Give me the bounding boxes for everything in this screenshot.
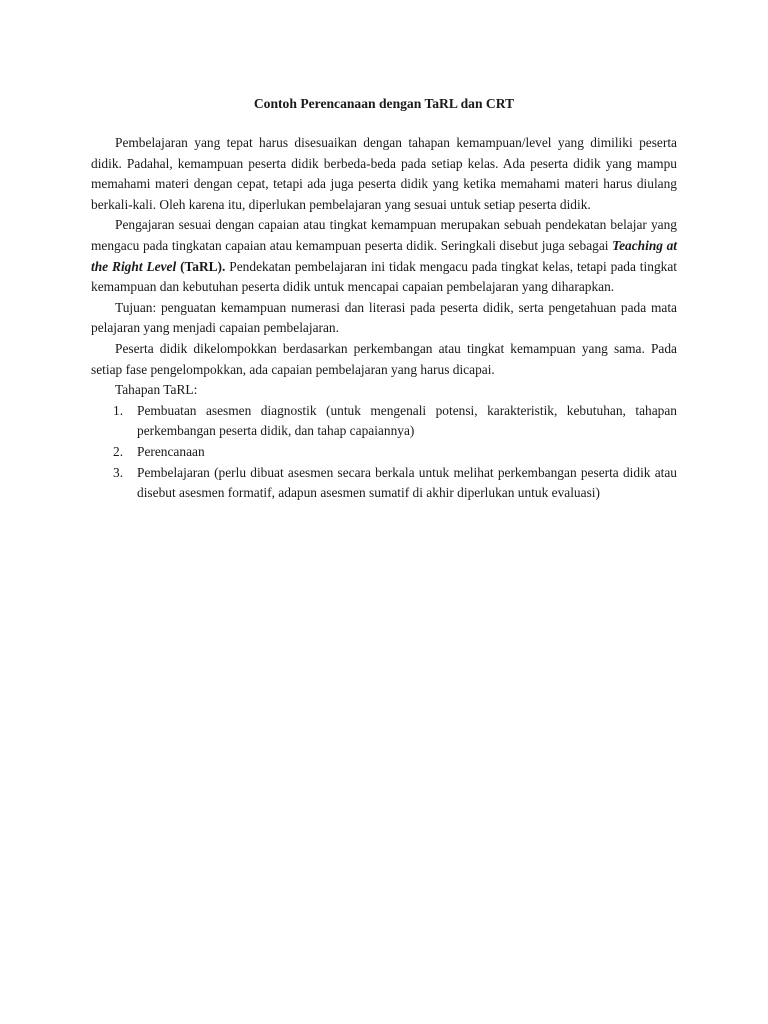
steps-list <box>91 401 677 504</box>
document-title: Contoh Perencanaan dengan TaRL dan CRT <box>253 96 515 111</box>
paragraph-2 <box>91 215 677 297</box>
paragraph-1: Pembelajaran yang tepat harus disesuaikan dengan tahapan kemampuan/level yang dimiliki peserta didik. Padahal, kemampuan peserta didik berbeda-beda pada setiap kelas. Ada peserta didik yang mampu memahami materi dengan cepat, tetapi ada juga peserta didik yang ketika memahami materi harus diulang berkali-kali. Oleh karena itu, diperlukan pembelajaran yang sesuai untuk setiap peserta didik. <box>91 135 677 212</box>
step-number: 2. <box>113 443 124 459</box>
paragraph-2-emphasis: Teaching at the Right Level <box>91 237 677 274</box>
paragraph-2-abbreviation: (TaRL). <box>176 258 226 274</box>
paragraph-3: Tujuan: penguatan kemampuan numerasi dan literasi pada peserta didik, serta pengetahuan pada mata pelajaran yang menjadi capaian pembelajaran. <box>91 299 677 336</box>
paragraph-4: Peserta didik dikelompokkan berdasarkan perkembangan atau tingkat kemampuan yang sama. Pada setiap fase pengelompokkan, ada capaian pembelajaran yang harus dicapai. <box>91 340 677 377</box>
list-item <box>91 401 677 442</box>
step-text: Pembuatan asesmen diagnostik (untuk mengenali potensi, karakteristik, kebutuhan, tahapan perkembangan peserta didik, dan tahap capaiannya) <box>137 402 677 439</box>
steps-label: Tahapan TaRL: <box>115 382 198 398</box>
step-text: Pembelajaran (perlu dibuat asesmen secara berkala untuk melihat perkembangan peserta didik atau disebut asesmen formatif, adapun asesmen sumatif di akhir diperlukan untuk evaluasi) <box>137 464 677 501</box>
step-number: 1. <box>113 402 124 418</box>
step-text: Perencanaan <box>137 443 205 459</box>
list-item <box>91 442 677 463</box>
paragraph-2-text-before: Pengajaran sesuai dengan capaian atau tingkat kemampuan merupakan sebuah pendekatan belajar yang mengacu pada tingkatan capaian atau kemampuan peserta didik. Seringkali disebut juga sebagai <box>91 217 677 253</box>
paragraph-2-text-after: Pendekatan pembelajaran ini tidak mengacu pada tingkat kelas, tetapi pada tingkat kemampuan dan kebutuhan peserta didik untuk mencapai capaian pembelajaran yang diharapkan. <box>91 258 677 295</box>
list-item <box>91 463 677 504</box>
step-number: 3. <box>113 464 124 480</box>
